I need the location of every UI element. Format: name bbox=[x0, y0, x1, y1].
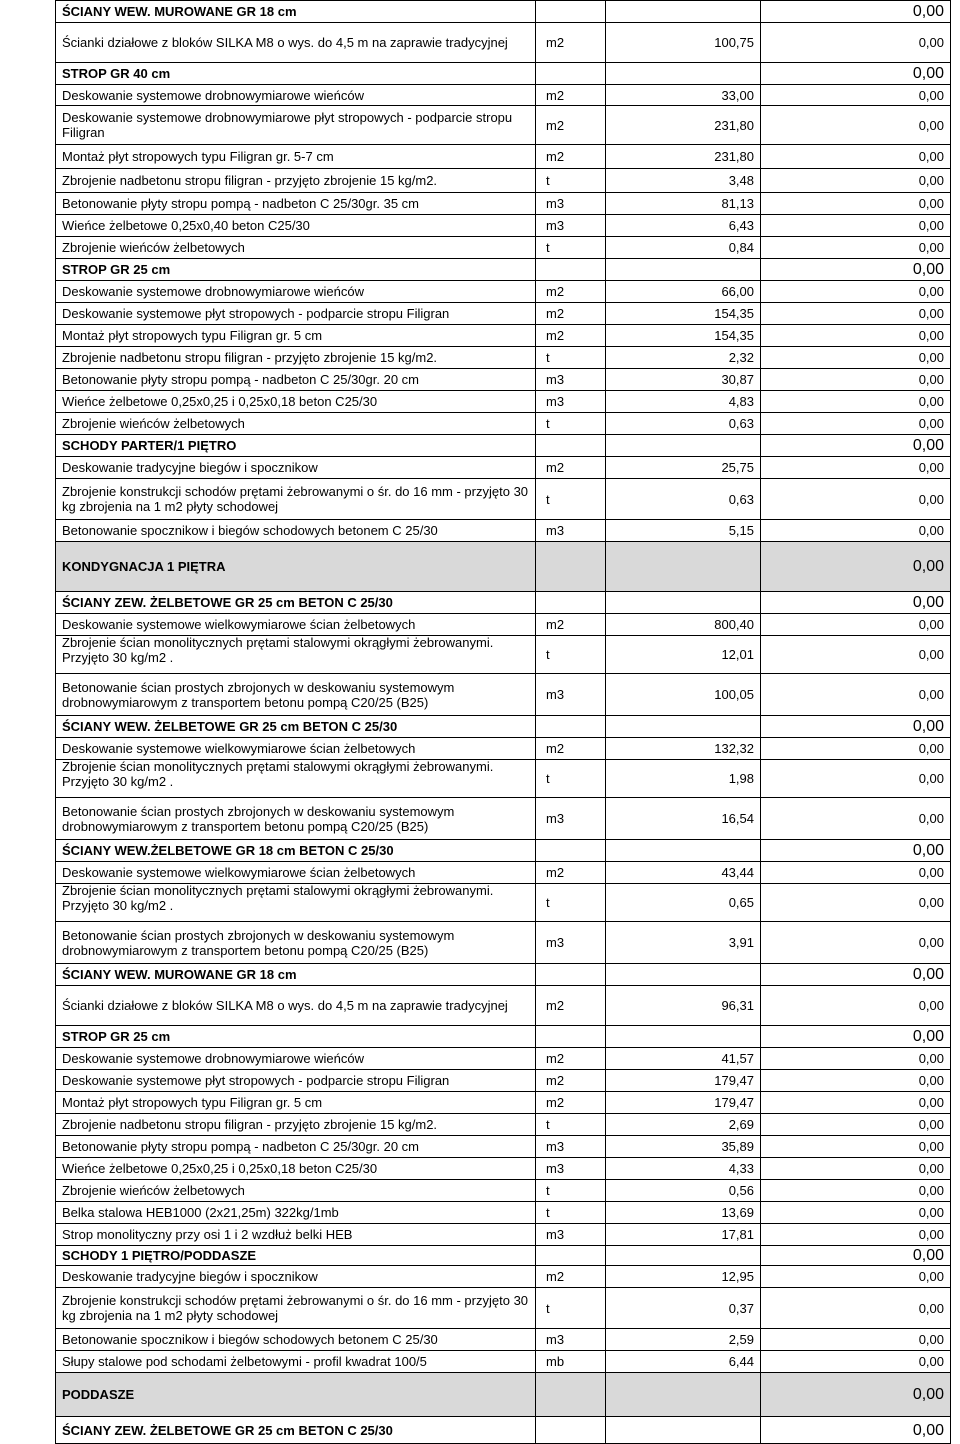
description-cell: SCHODY 1 PIĘTRO/PODDASZE bbox=[56, 1246, 536, 1266]
value-cell: 0,00 bbox=[761, 369, 951, 391]
section-header-row bbox=[56, 1026, 951, 1048]
unit-cell: m3 bbox=[536, 193, 606, 215]
unit-cell: t bbox=[536, 1202, 606, 1224]
description-cell bbox=[56, 760, 536, 798]
value-cell: 0,00 bbox=[761, 479, 951, 520]
unit-cell: m3 bbox=[536, 1158, 606, 1180]
description-cell: PODDASZE bbox=[56, 1373, 536, 1417]
quantity-cell: 2,32 bbox=[606, 347, 761, 369]
section-header-row bbox=[56, 964, 951, 986]
value-cell: 0,00 bbox=[761, 1202, 951, 1224]
description-text: Zbrojenie ścian monolitycznych prętami stalowymi okrągłymi żebrowanymi. Przyjęto 30 kg/m2 . bbox=[62, 759, 494, 789]
value-cell: 0,00 bbox=[761, 215, 951, 237]
unit-cell: m2 bbox=[536, 145, 606, 169]
unit-cell bbox=[536, 1, 606, 23]
table-row bbox=[56, 23, 951, 63]
quantity-cell: 231,80 bbox=[606, 106, 761, 145]
value-cell: 0,00 bbox=[761, 303, 951, 325]
quantity-cell bbox=[606, 259, 761, 281]
level-header-row bbox=[56, 542, 951, 592]
table-row bbox=[56, 1329, 951, 1351]
quantity-cell: 132,32 bbox=[606, 738, 761, 760]
section-header-row bbox=[56, 1246, 951, 1266]
unit-cell: t bbox=[536, 169, 606, 193]
value-cell: 0,00 bbox=[761, 391, 951, 413]
description-cell: Belka stalowa HEB1000 (2x21,25m) 322kg/1mb bbox=[56, 1202, 536, 1224]
description-cell: ŚCIANY WEW. ŻELBETOWE GR 25 cm BETON C 25/30 bbox=[56, 716, 536, 738]
value-cell: 0,00 bbox=[761, 592, 951, 614]
unit-cell: m2 bbox=[536, 325, 606, 347]
description-cell: Zbrojenie nadbetonu stropu filigran - przyjęto zbrojenie 15 kg/m2. bbox=[56, 169, 536, 193]
table-row bbox=[56, 1180, 951, 1202]
table-row bbox=[56, 986, 951, 1026]
value-cell: 0,00 bbox=[761, 193, 951, 215]
unit-cell bbox=[536, 542, 606, 592]
unit-cell bbox=[536, 716, 606, 738]
value-cell: 0,00 bbox=[761, 281, 951, 303]
description-cell: Wieńce żelbetowe 0,25x0,25 i 0,25x0,18 beton C25/30 bbox=[56, 1158, 536, 1180]
value-cell: 0,00 bbox=[761, 862, 951, 884]
table-row bbox=[56, 520, 951, 542]
table-row bbox=[56, 884, 951, 922]
quantity-cell: 12,95 bbox=[606, 1266, 761, 1288]
unit-cell: t bbox=[536, 1114, 606, 1136]
description-cell: Deskowanie systemowe wielkowymiarowe ścian żelbetowych bbox=[56, 738, 536, 760]
quantity-cell: 6,43 bbox=[606, 215, 761, 237]
quantity-cell: 0,84 bbox=[606, 237, 761, 259]
value-cell: 0,00 bbox=[761, 1180, 951, 1202]
quantity-cell: 81,13 bbox=[606, 193, 761, 215]
unit-cell: m2 bbox=[536, 457, 606, 479]
table-row bbox=[56, 325, 951, 347]
unit-cell: m3 bbox=[536, 1136, 606, 1158]
unit-cell bbox=[536, 1373, 606, 1417]
description-cell: Betonowanie spocznikow i biegów schodowych betonem C 25/30 bbox=[56, 1329, 536, 1351]
section-header-row bbox=[56, 435, 951, 457]
description-cell: Zbrojenie wieńców żelbetowych bbox=[56, 1180, 536, 1202]
unit-cell: m2 bbox=[536, 1092, 606, 1114]
table-row bbox=[56, 85, 951, 106]
table-row bbox=[56, 369, 951, 391]
unit-cell: t bbox=[536, 413, 606, 435]
unit-cell: t bbox=[536, 636, 606, 674]
value-cell: 0,00 bbox=[761, 1288, 951, 1329]
unit-cell: m3 bbox=[536, 369, 606, 391]
description-cell: Betonowanie spocznikow i biegów schodowych betonem C 25/30 bbox=[56, 520, 536, 542]
section-header-row bbox=[56, 259, 951, 281]
section-header-row bbox=[56, 592, 951, 614]
quantity-cell: 800,40 bbox=[606, 614, 761, 636]
unit-cell: mb bbox=[536, 1351, 606, 1373]
description-cell: Zbrojenie nadbetonu stropu filigran - przyjęto zbrojenie 15 kg/m2. bbox=[56, 347, 536, 369]
description-cell: Betonowanie płyty stropu pompą - nadbeton C 25/30gr. 20 cm bbox=[56, 1136, 536, 1158]
quantity-cell bbox=[606, 716, 761, 738]
table-row bbox=[56, 1266, 951, 1288]
table-row bbox=[56, 1070, 951, 1092]
description-cell: Deskowanie systemowe drobnowymiarowe wieńców bbox=[56, 85, 536, 106]
value-cell: 0,00 bbox=[761, 1136, 951, 1158]
value-cell: 0,00 bbox=[761, 760, 951, 798]
value-cell: 0,00 bbox=[761, 1070, 951, 1092]
value-cell: 0,00 bbox=[761, 347, 951, 369]
value-cell: 0,00 bbox=[761, 457, 951, 479]
value-cell: 0,00 bbox=[761, 435, 951, 457]
table-row bbox=[56, 347, 951, 369]
table-row bbox=[56, 1202, 951, 1224]
unit-cell: m2 bbox=[536, 23, 606, 63]
quantity-cell: 5,15 bbox=[606, 520, 761, 542]
table-row bbox=[56, 1351, 951, 1373]
unit-cell: m3 bbox=[536, 798, 606, 840]
description-cell: KONDYGNACJA 1 PIĘTRA bbox=[56, 542, 536, 592]
value-cell: 0,00 bbox=[761, 542, 951, 592]
table-row bbox=[56, 303, 951, 325]
unit-cell bbox=[536, 63, 606, 85]
value-cell: 0,00 bbox=[761, 169, 951, 193]
description-cell: Deskowanie systemowe płyt stropowych - podparcie stropu Filigran bbox=[56, 303, 536, 325]
description-cell: Deskowanie systemowe wielkowymiarowe ścian żelbetowych bbox=[56, 862, 536, 884]
value-cell: 0,00 bbox=[761, 106, 951, 145]
quantity-cell: 96,31 bbox=[606, 986, 761, 1026]
unit-cell: m2 bbox=[536, 862, 606, 884]
value-cell: 0,00 bbox=[761, 1026, 951, 1048]
table-row bbox=[56, 1136, 951, 1158]
cost-estimate-table bbox=[55, 0, 951, 1444]
value-cell: 0,00 bbox=[761, 1224, 951, 1246]
unit-cell: m3 bbox=[536, 922, 606, 964]
quantity-cell: 100,75 bbox=[606, 23, 761, 63]
unit-cell bbox=[536, 1026, 606, 1048]
quantity-cell bbox=[606, 63, 761, 85]
cost-estimate-sheet bbox=[55, 0, 950, 1444]
quantity-cell: 17,81 bbox=[606, 1224, 761, 1246]
description-cell: STROP GR 40 cm bbox=[56, 63, 536, 85]
quantity-cell bbox=[606, 1, 761, 23]
value-cell: 0,00 bbox=[761, 1373, 951, 1417]
value-cell: 0,00 bbox=[761, 237, 951, 259]
description-cell bbox=[56, 636, 536, 674]
unit-cell: m3 bbox=[536, 520, 606, 542]
quantity-cell: 0,56 bbox=[606, 1180, 761, 1202]
value-cell: 0,00 bbox=[761, 259, 951, 281]
description-cell: Zbrojenie konstrukcji schodów prętami żebrowanymi o śr. do 16 mm - przyjęto 30 kg zbrojenia na 1 m2 płyty schodowej bbox=[56, 479, 536, 520]
quantity-cell: 4,83 bbox=[606, 391, 761, 413]
description-cell: ŚCIANY WEW.ŻELBETOWE GR 18 cm BETON C 25/30 bbox=[56, 840, 536, 862]
value-cell: 0,00 bbox=[761, 674, 951, 716]
unit-cell: t bbox=[536, 760, 606, 798]
quantity-cell: 12,01 bbox=[606, 636, 761, 674]
description-cell: Betonowanie płyty stropu pompą - nadbeton C 25/30gr. 35 cm bbox=[56, 193, 536, 215]
unit-cell: t bbox=[536, 347, 606, 369]
table-body bbox=[56, 1, 951, 1444]
value-cell: 0,00 bbox=[761, 520, 951, 542]
description-cell: Deskowanie systemowe wielkowymiarowe ścian żelbetowych bbox=[56, 614, 536, 636]
value-cell: 0,00 bbox=[761, 738, 951, 760]
value-cell: 0,00 bbox=[761, 840, 951, 862]
section-header-row bbox=[56, 840, 951, 862]
unit-cell: t bbox=[536, 1288, 606, 1329]
unit-cell: m2 bbox=[536, 1070, 606, 1092]
table-row bbox=[56, 145, 951, 169]
table-row bbox=[56, 798, 951, 840]
quantity-cell bbox=[606, 1246, 761, 1266]
quantity-cell bbox=[606, 592, 761, 614]
value-cell: 0,00 bbox=[761, 325, 951, 347]
unit-cell bbox=[536, 259, 606, 281]
quantity-cell: 3,91 bbox=[606, 922, 761, 964]
table-row bbox=[56, 862, 951, 884]
description-cell: Strop monolityczny przy osi 1 i 2 wzdłuż belki HEB bbox=[56, 1224, 536, 1246]
value-cell: 0,00 bbox=[761, 1, 951, 23]
description-cell: Zbrojenie nadbetonu stropu filigran - przyjęto zbrojenie 15 kg/m2. bbox=[56, 1114, 536, 1136]
table-row bbox=[56, 1114, 951, 1136]
quantity-cell: 231,80 bbox=[606, 145, 761, 169]
quantity-cell: 6,44 bbox=[606, 1351, 761, 1373]
value-cell: 0,00 bbox=[761, 23, 951, 63]
value-cell: 0,00 bbox=[761, 636, 951, 674]
quantity-cell: 3,48 bbox=[606, 169, 761, 193]
table-row bbox=[56, 614, 951, 636]
description-text: Zbrojenie ścian monolitycznych prętami stalowymi okrągłymi żebrowanymi. Przyjęto 30 kg/m2 . bbox=[62, 635, 494, 665]
quantity-cell: 0,63 bbox=[606, 479, 761, 520]
table-row bbox=[56, 1092, 951, 1114]
value-cell: 0,00 bbox=[761, 1351, 951, 1373]
table-row bbox=[56, 106, 951, 145]
description-cell: Montaż płyt stropowych typu Filigran gr. 5 cm bbox=[56, 325, 536, 347]
section-header-row bbox=[56, 716, 951, 738]
value-cell: 0,00 bbox=[761, 1092, 951, 1114]
value-cell: 0,00 bbox=[761, 964, 951, 986]
level-header-row bbox=[56, 1373, 951, 1417]
table-row bbox=[56, 215, 951, 237]
table-row bbox=[56, 1158, 951, 1180]
table-row bbox=[56, 391, 951, 413]
table-row bbox=[56, 281, 951, 303]
unit-cell: m3 bbox=[536, 391, 606, 413]
description-cell: ŚCIANY WEW. MUROWANE GR 18 cm bbox=[56, 1, 536, 23]
value-cell: 0,00 bbox=[761, 1329, 951, 1351]
value-cell: 0,00 bbox=[761, 884, 951, 922]
value-cell: 0,00 bbox=[761, 1246, 951, 1266]
value-cell: 0,00 bbox=[761, 1158, 951, 1180]
description-cell: STROP GR 25 cm bbox=[56, 1026, 536, 1048]
description-cell: Montaż płyt stropowych typu Filigran gr. 5-7 cm bbox=[56, 145, 536, 169]
table-row bbox=[56, 479, 951, 520]
table-row bbox=[56, 922, 951, 964]
unit-cell bbox=[536, 840, 606, 862]
quantity-cell: 30,87 bbox=[606, 369, 761, 391]
value-cell: 0,00 bbox=[761, 63, 951, 85]
unit-cell: m2 bbox=[536, 85, 606, 106]
description-cell: Wieńce żelbetowe 0,25x0,40 beton C25/30 bbox=[56, 215, 536, 237]
description-cell: SCHODY PARTER/1 PIĘTRO bbox=[56, 435, 536, 457]
quantity-cell: 43,44 bbox=[606, 862, 761, 884]
quantity-cell bbox=[606, 435, 761, 457]
value-cell: 0,00 bbox=[761, 1048, 951, 1070]
quantity-cell: 179,47 bbox=[606, 1092, 761, 1114]
description-text: Zbrojenie ścian monolitycznych prętami stalowymi okrągłymi żebrowanymi. Przyjęto 30 kg/m2 . bbox=[62, 883, 494, 913]
description-cell: Betonowanie ścian prostych zbrojonych w deskowaniu systemowym drobnowymiarowym z transportem betonu pompą C20/25 (B25) bbox=[56, 922, 536, 964]
quantity-cell: 1,98 bbox=[606, 760, 761, 798]
unit-cell: m3 bbox=[536, 674, 606, 716]
unit-cell: m2 bbox=[536, 281, 606, 303]
unit-cell bbox=[536, 1246, 606, 1266]
unit-cell: m2 bbox=[536, 303, 606, 325]
section-header-row bbox=[56, 1, 951, 23]
description-cell: Zbrojenie wieńców żelbetowych bbox=[56, 413, 536, 435]
unit-cell: m3 bbox=[536, 1224, 606, 1246]
unit-cell: t bbox=[536, 479, 606, 520]
table-row bbox=[56, 1048, 951, 1070]
unit-cell: m3 bbox=[536, 215, 606, 237]
value-cell: 0,00 bbox=[761, 1114, 951, 1136]
description-cell: Zbrojenie konstrukcji schodów prętami żebrowanymi o śr. do 16 mm - przyjęto 30 kg zbrojenia na 1 m2 płyty schodowej bbox=[56, 1288, 536, 1329]
quantity-cell: 13,69 bbox=[606, 1202, 761, 1224]
section-header-row bbox=[56, 63, 951, 85]
unit-cell bbox=[536, 435, 606, 457]
unit-cell: m2 bbox=[536, 106, 606, 145]
quantity-cell: 2,59 bbox=[606, 1329, 761, 1351]
value-cell: 0,00 bbox=[761, 1417, 951, 1444]
description-cell: Betonowanie płyty stropu pompą - nadbeton C 25/30gr. 20 cm bbox=[56, 369, 536, 391]
quantity-cell: 100,05 bbox=[606, 674, 761, 716]
value-cell: 0,00 bbox=[761, 145, 951, 169]
description-cell: ŚCIANY ZEW. ŻELBETOWE GR 25 cm BETON C 25/30 bbox=[56, 1417, 536, 1444]
value-cell: 0,00 bbox=[761, 798, 951, 840]
quantity-cell bbox=[606, 840, 761, 862]
quantity-cell: 2,69 bbox=[606, 1114, 761, 1136]
description-cell: Deskowanie systemowe drobnowymiarowe wieńców bbox=[56, 281, 536, 303]
description-cell: Deskowanie tradycyjne biegów i spocznikow bbox=[56, 1266, 536, 1288]
quantity-cell: 35,89 bbox=[606, 1136, 761, 1158]
value-cell: 0,00 bbox=[761, 986, 951, 1026]
description-cell: Deskowanie tradycyjne biegów i spocznikow bbox=[56, 457, 536, 479]
table-row bbox=[56, 413, 951, 435]
unit-cell bbox=[536, 592, 606, 614]
description-cell: STROP GR 25 cm bbox=[56, 259, 536, 281]
description-cell: Ścianki działowe z bloków SILKA M8 o wys. do 4,5 m na zaprawie tradycyjnej bbox=[56, 23, 536, 63]
quantity-cell: 0,63 bbox=[606, 413, 761, 435]
quantity-cell: 179,47 bbox=[606, 1070, 761, 1092]
quantity-cell bbox=[606, 542, 761, 592]
description-cell: ŚCIANY ZEW. ŻELBETOWE GR 25 cm BETON C 25/30 bbox=[56, 592, 536, 614]
description-cell: Deskowanie systemowe drobnowymiarowe płyt stropowych - podparcie stropu Filigran bbox=[56, 106, 536, 145]
unit-cell: m2 bbox=[536, 1266, 606, 1288]
description-cell: Ścianki działowe z bloków SILKA M8 o wys. do 4,5 m na zaprawie tradycyjnej bbox=[56, 986, 536, 1026]
table-row bbox=[56, 1288, 951, 1329]
description-cell: Betonowanie ścian prostych zbrojonych w deskowaniu systemowym drobnowymiarowym z transportem betonu pompą C20/25 (B25) bbox=[56, 674, 536, 716]
quantity-cell: 41,57 bbox=[606, 1048, 761, 1070]
description-cell: Zbrojenie wieńców żelbetowych bbox=[56, 237, 536, 259]
quantity-cell: 4,33 bbox=[606, 1158, 761, 1180]
table-row bbox=[56, 457, 951, 479]
quantity-cell: 16,54 bbox=[606, 798, 761, 840]
quantity-cell: 0,37 bbox=[606, 1288, 761, 1329]
unit-cell: m2 bbox=[536, 1048, 606, 1070]
description-cell: ŚCIANY WEW. MUROWANE GR 18 cm bbox=[56, 964, 536, 986]
table-row bbox=[56, 169, 951, 193]
quantity-cell: 66,00 bbox=[606, 281, 761, 303]
description-cell: Montaż płyt stropowych typu Filigran gr. 5 cm bbox=[56, 1092, 536, 1114]
quantity-cell: 154,35 bbox=[606, 325, 761, 347]
value-cell: 0,00 bbox=[761, 614, 951, 636]
description-cell: Betonowanie ścian prostych zbrojonych w deskowaniu systemowym drobnowymiarowym z transportem betonu pompą C20/25 (B25) bbox=[56, 798, 536, 840]
description-cell: Wieńce żelbetowe 0,25x0,25 i 0,25x0,18 beton C25/30 bbox=[56, 391, 536, 413]
description-cell: Słupy stalowe pod schodami żelbetowymi - profil kwadrat 100/5 bbox=[56, 1351, 536, 1373]
unit-cell: t bbox=[536, 884, 606, 922]
quantity-cell: 33,00 bbox=[606, 85, 761, 106]
unit-cell: t bbox=[536, 1180, 606, 1202]
unit-cell: m3 bbox=[536, 1329, 606, 1351]
table-row bbox=[56, 237, 951, 259]
quantity-cell bbox=[606, 1373, 761, 1417]
value-cell: 0,00 bbox=[761, 1266, 951, 1288]
quantity-cell bbox=[606, 964, 761, 986]
quantity-cell: 25,75 bbox=[606, 457, 761, 479]
unit-cell: m2 bbox=[536, 738, 606, 760]
table-row bbox=[56, 738, 951, 760]
value-cell: 0,00 bbox=[761, 413, 951, 435]
table-row bbox=[56, 1224, 951, 1246]
unit-cell bbox=[536, 964, 606, 986]
table-row bbox=[56, 636, 951, 674]
table-row bbox=[56, 760, 951, 798]
table-row bbox=[56, 674, 951, 716]
description-cell: Deskowanie systemowe drobnowymiarowe wieńców bbox=[56, 1048, 536, 1070]
unit-cell: m2 bbox=[536, 614, 606, 636]
description-cell bbox=[56, 884, 536, 922]
quantity-cell: 154,35 bbox=[606, 303, 761, 325]
value-cell: 0,00 bbox=[761, 85, 951, 106]
description-cell: Deskowanie systemowe płyt stropowych - podparcie stropu Filigran bbox=[56, 1070, 536, 1092]
table-row bbox=[56, 193, 951, 215]
quantity-cell: 0,65 bbox=[606, 884, 761, 922]
unit-cell: t bbox=[536, 237, 606, 259]
unit-cell: m2 bbox=[536, 986, 606, 1026]
value-cell: 0,00 bbox=[761, 922, 951, 964]
value-cell: 0,00 bbox=[761, 716, 951, 738]
quantity-cell bbox=[606, 1026, 761, 1048]
